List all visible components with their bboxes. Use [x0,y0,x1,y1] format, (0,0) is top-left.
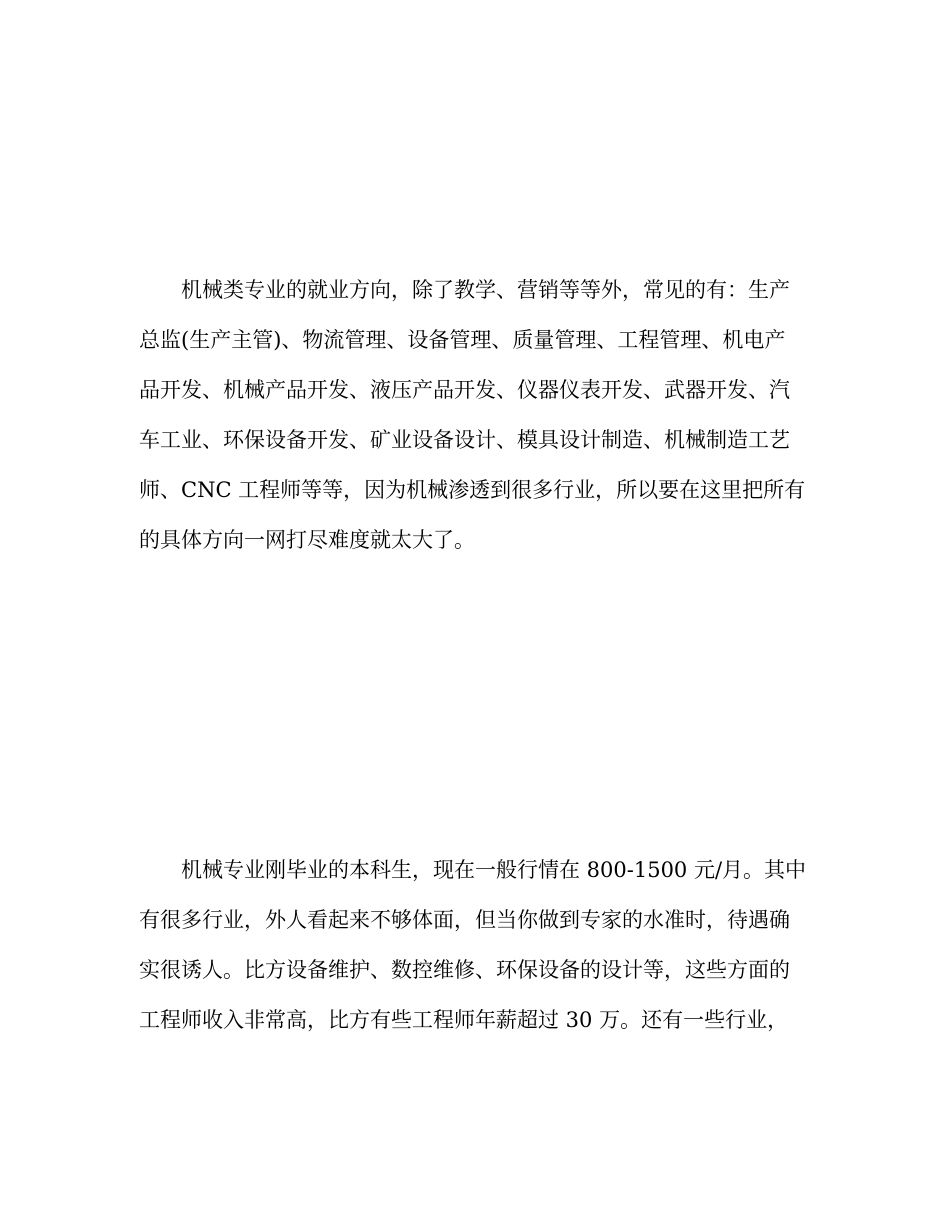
text-line: 工程师收入非常高，比方有些工程师年薪超过 30 万。还有一些行业， [139,1008,789,1032]
text-line: 的具体方向一网打尽难度就太大了。 [139,528,475,552]
text-line: 有很多行业，外人看起来不够体面，但当你做到专家的水准时，待遇确 [139,908,790,932]
text-line: 机械类专业的就业方向，除了教学、营销等等外，常见的有：生产 [181,278,790,302]
text-line: 车工业、环保设备开发、矿业设备设计、模具设计制造、机械制造工艺 [139,428,790,452]
text-line: 品开发、机械产品开发、液压产品开发、仪器仪表开发、武器开发、汽 [139,378,790,402]
text-line: 总监(生产主管)、物流管理、设备管理、质量管理、工程管理、机电产 [139,328,786,352]
text-line: 机械专业刚毕业的本科生，现在一般行情在 800-1500 元/月。其中 [181,858,807,882]
text-line: 师、CNC 工程师等等，因为机械渗透到很多行业，所以要在这里把所有 [139,478,806,502]
text-line: 实很诱人。比方设备维护、数控维修、环保设备的设计等，这些方面的 [139,958,790,982]
paragraph-career-directions [139,265,819,565]
paragraph-salary [139,845,819,1045]
